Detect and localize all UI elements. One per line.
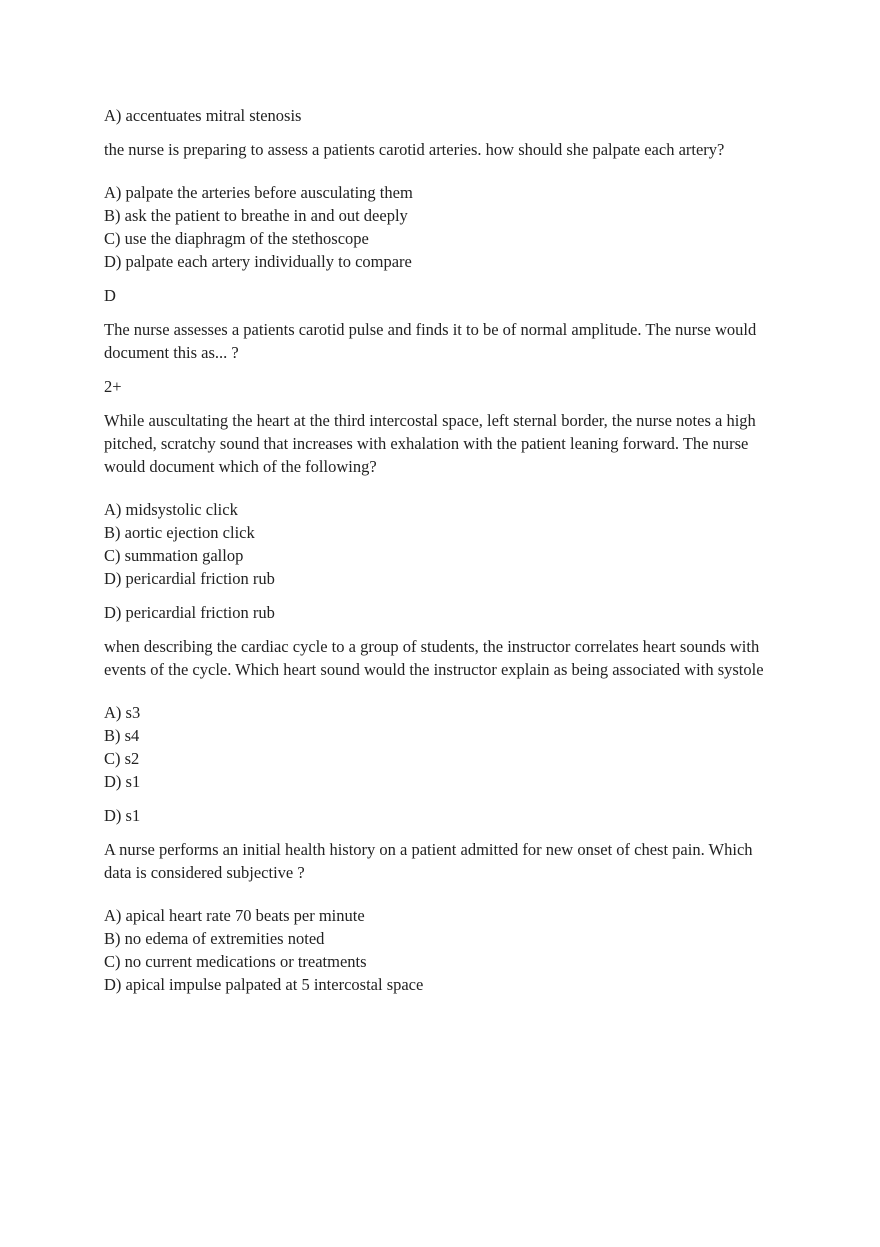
answer-text: D) pericardial friction rub — [104, 603, 275, 622]
option-b: B) ask the patient to breathe in and out deeply — [104, 206, 408, 225]
intro-answer: A) accentuates mitral stenosis — [104, 106, 302, 125]
option-a: A) palpate the arteries before ausculating them — [104, 183, 413, 202]
question-block — [104, 409, 764, 624]
option-d: D) apical impulse palpated at 5 intercostal space — [104, 975, 424, 994]
option-c: C) summation gallop — [104, 546, 244, 565]
question-text: when describing the cardiac cycle to a group of students, the instructor correlates heart sounds with events of the cycle. Which heart sound would the instructor explain as being associated with systole — [104, 637, 764, 679]
option-d: D) s1 — [104, 772, 141, 791]
options-list — [104, 498, 764, 590]
options-list — [104, 904, 764, 996]
option-c: C) no current medications or treatments — [104, 952, 367, 971]
question-text: A nurse performs an initial health history on a patient admitted for new onset of chest pain. Which data is considered subjective ? — [104, 840, 753, 882]
answer-text: D) s1 — [104, 806, 141, 825]
options-list — [104, 181, 764, 273]
option-a: A) midsystolic click — [104, 500, 238, 519]
answer-text: D — [104, 286, 116, 305]
option-a: A) s3 — [104, 703, 141, 722]
answer-text: 2+ — [104, 377, 122, 396]
options-list — [104, 701, 764, 793]
question-text: the nurse is preparing to assess a patients carotid arteries. how should she palpate each artery? — [104, 140, 725, 159]
option-b: B) no edema of extremities noted — [104, 929, 325, 948]
option-b: B) aortic ejection click — [104, 523, 255, 542]
option-d: D) palpate each artery individually to compare — [104, 252, 412, 271]
question-text: The nurse assesses a patients carotid pulse and finds it to be of normal amplitude. The nurse would document this as... ? — [104, 320, 757, 362]
document-page — [104, 104, 764, 1007]
question-block — [104, 318, 764, 398]
option-c: C) s2 — [104, 749, 140, 768]
option-d: D) pericardial friction rub — [104, 569, 275, 588]
question-text: While auscultating the heart at the third intercostal space, left sternal border, the nurse notes a high pitched, scratchy sound that increases with exhalation with the patient leaning forward. The nurse would document which of the following? — [104, 411, 756, 476]
option-b: B) s4 — [104, 726, 140, 745]
question-block — [104, 838, 764, 996]
option-c: C) use the diaphragm of the stethoscope — [104, 229, 369, 248]
question-block — [104, 635, 764, 827]
option-a: A) apical heart rate 70 beats per minute — [104, 906, 365, 925]
question-block — [104, 138, 764, 307]
